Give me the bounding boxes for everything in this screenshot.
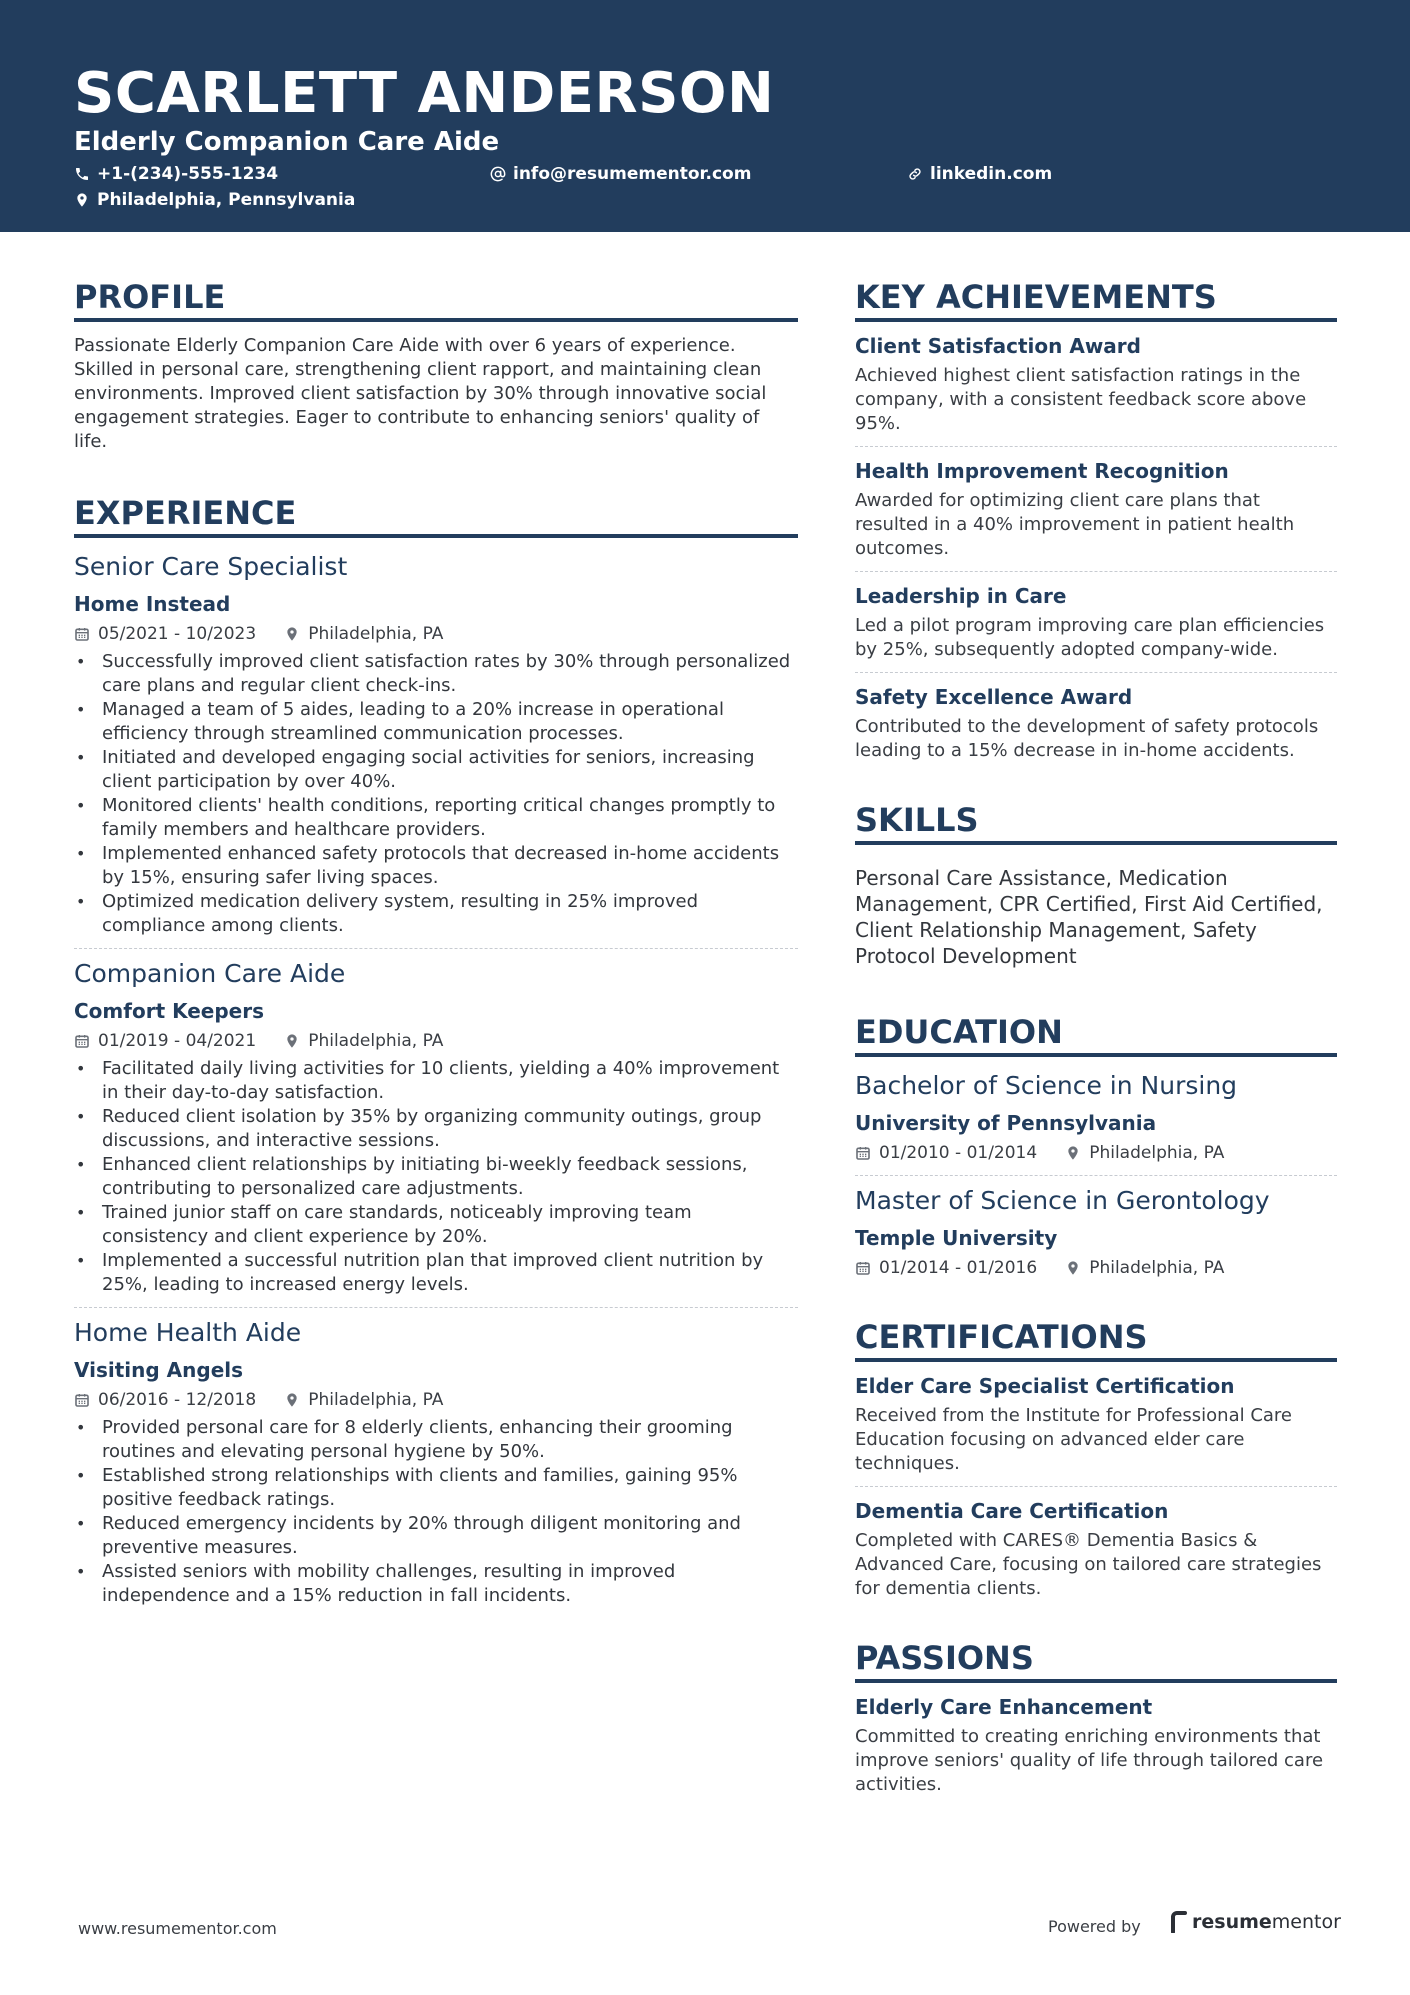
job-company: Visiting Angels: [74, 1358, 244, 1382]
skills-text: Personal Care Assistance, Medication Management, CPR Certified, First Aid Certified, Client Relationship Management, Safety Protocol Development: [855, 866, 1323, 968]
bullet-item: • Managed a team of 5 aides, leading to a 20% increase in operational efficiency through streamlined communication processes.: [74, 698, 798, 746]
footer-website[interactable]: www.resumementor.com: [78, 1919, 277, 1938]
job-company: Home Instead: [74, 592, 231, 616]
divider: [74, 948, 798, 949]
footer-powered-by: Powered by: [1048, 1917, 1141, 1936]
job-role: Home Health Aide: [74, 1318, 302, 1347]
education-school: Temple University: [855, 1226, 1058, 1250]
bullet-item: • Enhanced client relationships by initiating bi-weekly feedback sessions, contributing to personalized care adjustments.: [74, 1153, 798, 1201]
meta-location: Philadelphia, PA: [308, 624, 444, 644]
date-range: 01/2014 - 01/2016: [879, 1258, 1038, 1278]
bullet-item: • Trained junior staff on care standards, noticeably improving team consistency and client experience by 20%.: [74, 1201, 798, 1249]
achievements-item: [855, 332, 1337, 436]
profile-text: Passionate Elderly Companion Care Aide with over 6 years of experience. Skilled in personal care, strengthening client rapport, and maintaining clean environments. Improved client satisfaction by 30% through innovative social engagement strategies. Eager to contribute to enhancing seniors' quality of life.: [74, 335, 767, 452]
job-bullets: [74, 650, 798, 938]
achievements-heading: KEY ACHIEVEMENTS: [855, 276, 1337, 322]
education-degree: Master of Science in Gerontology: [855, 1186, 1270, 1215]
calendar-icon: [855, 1145, 871, 1161]
divider: [855, 1175, 1337, 1176]
achievements-item-desc: Awarded for optimizing client care plans that resulted in a 40% improvement in patient health outcomes.: [855, 490, 1295, 559]
right-column: [855, 276, 1337, 1797]
bullet-item: • Reduced client isolation by 35% by organizing community outings, group discussions, and interactive sessions.: [74, 1105, 798, 1153]
certifications-heading: CERTIFICATIONS: [855, 1316, 1337, 1362]
bullet-item: • Initiated and developed engaging social activities for seniors, increasing client participation by over 40%.: [74, 746, 798, 794]
candidate-name: SCARLETT ANDERSON: [74, 61, 775, 126]
achievements-item-title: Client Satisfaction Award: [855, 334, 1141, 358]
certifications-item: [855, 1372, 1337, 1476]
certifications-item: [855, 1497, 1337, 1601]
certifications-item-title: Dementia Care Certification: [855, 1499, 1169, 1523]
contact-email[interactable]: [490, 162, 751, 186]
calendar-icon: [74, 1392, 90, 1408]
achievements-item-desc: Achieved highest client satisfaction ratings in the company, with a consistent feedback score above 95%.: [855, 365, 1307, 434]
brand-logo-icon: [1170, 1911, 1188, 1933]
passions-item-desc: Committed to creating enriching environments that improve seniors' quality of life through tailored care activities.: [855, 1726, 1324, 1795]
divider: [74, 1307, 798, 1308]
bullet-item: • Implemented a successful nutrition plan that improved client nutrition by 25%, leading to increased energy levels.: [74, 1249, 798, 1297]
job-bullets: [74, 1416, 798, 1608]
brand-name-part1: resume: [1192, 1911, 1272, 1933]
certifications-item-title: Elder Care Specialist Certification: [855, 1374, 1235, 1398]
bullet-item: • Optimized medication delivery system, resulting in 25% improved compliance among clients.: [74, 890, 798, 938]
contact-linkedin[interactable]: [907, 162, 1052, 186]
education-degree: Bachelor of Science in Nursing: [855, 1071, 1238, 1100]
location-pin-icon: [284, 1392, 300, 1408]
bullet-item: • Facilitated daily living activities for 10 clients, yielding a 40% improvement in their day-to-day satisfaction.: [74, 1057, 798, 1105]
left-column: [74, 276, 798, 1608]
phone-text: +1-(234)-555-1234: [97, 164, 279, 184]
passions-item-title: Elderly Care Enhancement: [855, 1695, 1153, 1719]
achievements-item: [855, 683, 1337, 763]
job-role: Senior Care Specialist: [74, 552, 348, 581]
divider: [855, 446, 1337, 447]
experience-heading: EXPERIENCE: [74, 492, 798, 538]
date-range: 05/2021 - 10/2023: [98, 624, 257, 644]
meta-row: [74, 622, 798, 646]
bullet-item: • Established strong relationships with clients and families, gaining 95% positive feedback ratings.: [74, 1464, 798, 1512]
job-entry: [74, 550, 798, 938]
education-item: [855, 1184, 1337, 1280]
skills-heading: SKILLS: [855, 799, 1337, 845]
calendar-icon: [74, 626, 90, 642]
candidate-title: Elderly Companion Care Aide: [74, 127, 500, 157]
meta-location: Philadelphia, PA: [1089, 1143, 1225, 1163]
footer-brand-logo[interactable]: [1170, 1911, 1341, 1933]
meta-row: [74, 1388, 798, 1412]
meta-row: [855, 1256, 1337, 1280]
certifications-item-desc: Completed with CARES® Dementia Basics & Advanced Care, focusing on tailored care strategies for dementia clients.: [855, 1530, 1322, 1599]
job-entry: [74, 957, 798, 1297]
date-range: 06/2016 - 12/2018: [98, 1390, 257, 1410]
bullet-item: • Implemented enhanced safety protocols that decreased in-home accidents by 15%, ensuring safer living spaces.: [74, 842, 798, 890]
date-range: 01/2019 - 04/2021: [98, 1031, 257, 1051]
divider: [855, 1486, 1337, 1487]
achievements-item: [855, 582, 1337, 662]
certifications-item-desc: Received from the Institute for Professional Care Education focusing on advanced elder care techniques.: [855, 1405, 1293, 1474]
calendar-icon: [855, 1260, 871, 1276]
contact-phone[interactable]: [74, 162, 278, 186]
bullet-item: • Monitored clients' health conditions, reporting critical changes promptly to family members and healthcare providers.: [74, 794, 798, 842]
job-company: Comfort Keepers: [74, 999, 265, 1023]
education-list: [855, 1069, 1337, 1280]
meta-location: Philadelphia, PA: [308, 1031, 444, 1051]
passions-heading: PASSIONS: [855, 1637, 1337, 1683]
calendar-icon: [74, 1033, 90, 1049]
achievements-item: [855, 457, 1337, 561]
passions-item: [855, 1693, 1337, 1797]
meta-location: Philadelphia, PA: [308, 1390, 444, 1410]
achievements-item-title: Leadership in Care: [855, 584, 1067, 608]
link-icon: [907, 166, 923, 182]
profile-heading: PROFILE: [74, 276, 798, 322]
education-heading: EDUCATION: [855, 1011, 1337, 1057]
meta-row: [855, 1141, 1337, 1165]
job-entry: [74, 1316, 798, 1608]
divider: [855, 672, 1337, 673]
location-pin-icon: [284, 1033, 300, 1049]
linkedin-text: linkedin.com: [930, 164, 1053, 184]
location-pin-icon: [1065, 1145, 1081, 1161]
achievements-item-title: Health Improvement Recognition: [855, 459, 1229, 483]
at-icon: [490, 166, 506, 182]
certifications-list: [855, 1372, 1337, 1601]
achievements-item-desc: Led a pilot program improving care plan efficiencies by 25%, subsequently adopted company-wide.: [855, 615, 1325, 660]
email-text: info@resumementor.com: [513, 164, 752, 184]
date-range: 01/2010 - 01/2014: [879, 1143, 1038, 1163]
bullet-item: • Provided personal care for 8 elderly clients, enhancing their grooming routines and elevating personal hygiene by 50%.: [74, 1416, 798, 1464]
achievements-item-desc: Contributed to the development of safety protocols leading to a 15% decrease in in-home accidents.: [855, 716, 1319, 761]
bullet-item: • Successfully improved client satisfaction rates by 30% through personalized care plans and regular client check-ins.: [74, 650, 798, 698]
meta-location: Philadelphia, PA: [1089, 1258, 1225, 1278]
location-text: Philadelphia, Pennsylvania: [97, 190, 356, 210]
contact-location: [74, 188, 355, 212]
experience-list: [74, 550, 798, 1608]
location-pin-icon: [1065, 1260, 1081, 1276]
location-pin-icon: [284, 626, 300, 642]
education-item: [855, 1069, 1337, 1165]
bullet-item: • Assisted seniors with mobility challenges, resulting in improved independence and a 15% reduction in fall incidents.: [74, 1560, 798, 1608]
divider: [855, 571, 1337, 572]
job-role: Companion Care Aide: [74, 959, 346, 988]
brand-name-part2: mentor: [1271, 1911, 1341, 1933]
job-bullets: [74, 1057, 798, 1297]
location-pin-icon: [74, 192, 90, 208]
bullet-item: • Reduced emergency incidents by 20% through diligent monitoring and preventive measures.: [74, 1512, 798, 1560]
resume-header: [0, 0, 1410, 232]
achievements-item-title: Safety Excellence Award: [855, 685, 1133, 709]
passions-list: [855, 1693, 1337, 1797]
phone-icon: [74, 166, 90, 182]
meta-row: [74, 1029, 798, 1053]
achievements-list: [855, 332, 1337, 763]
education-school: University of Pennsylvania: [855, 1111, 1157, 1135]
